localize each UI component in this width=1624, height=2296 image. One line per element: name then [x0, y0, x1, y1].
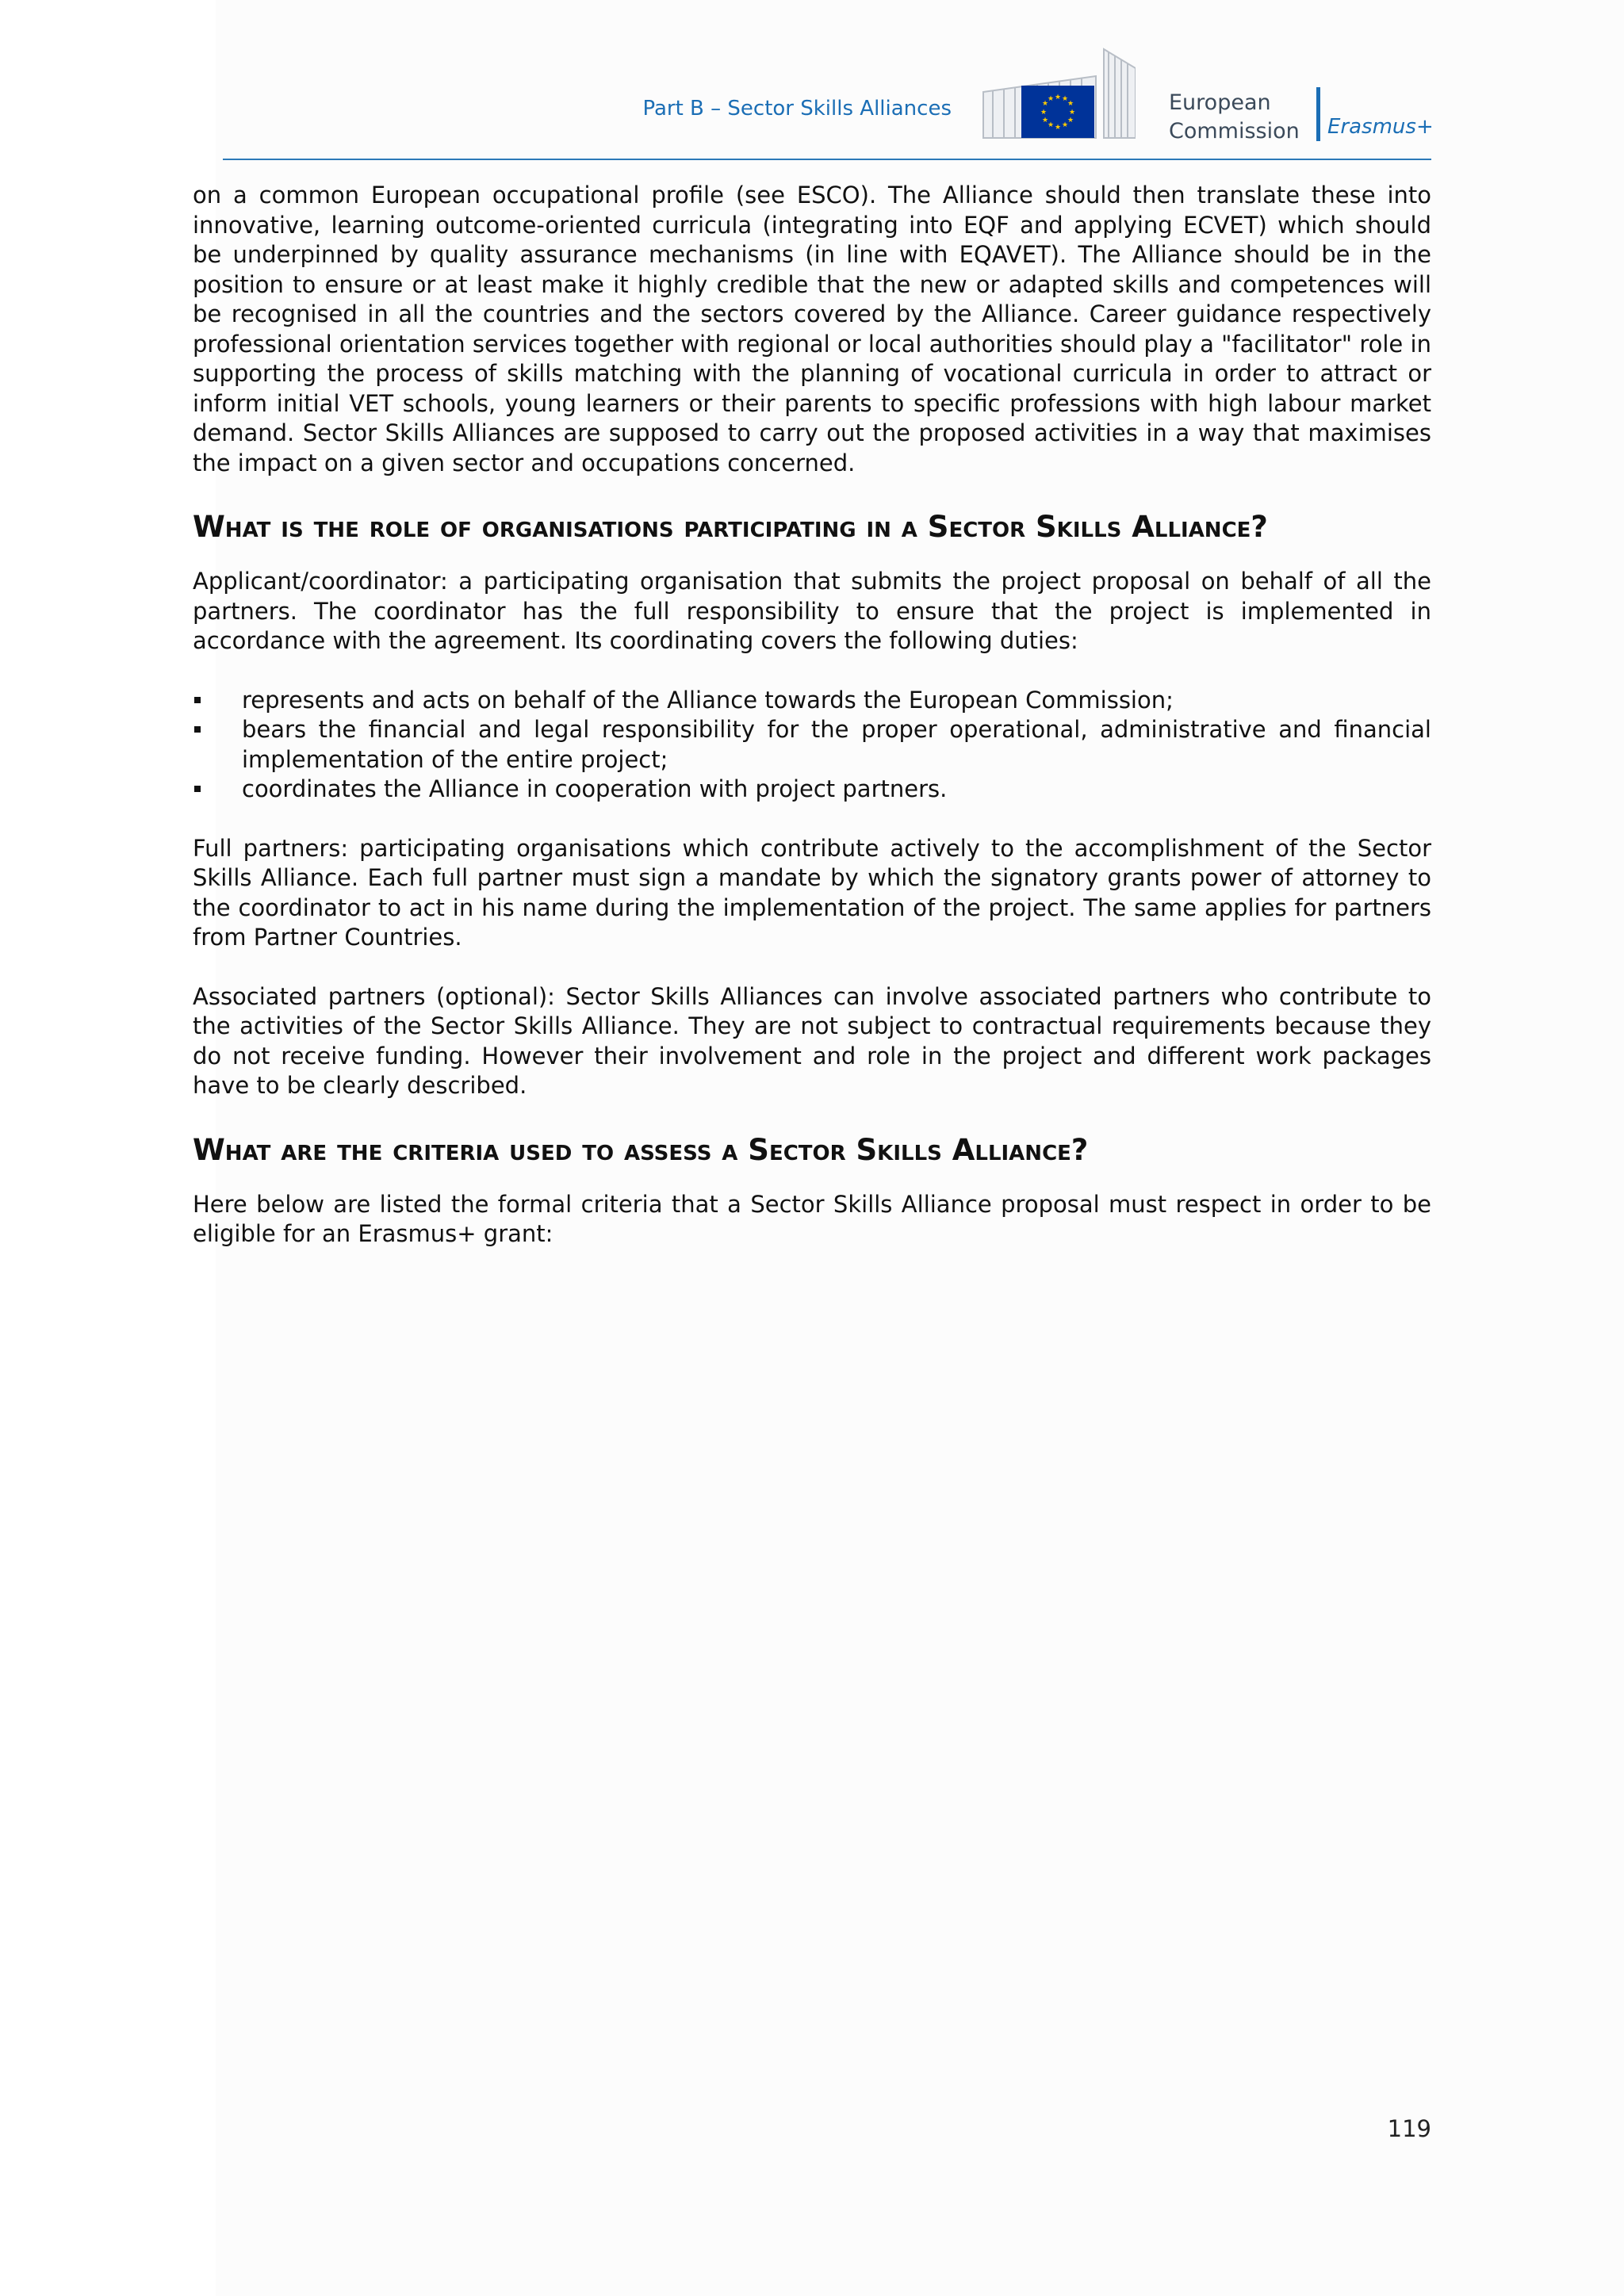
svg-text:★: ★: [1054, 124, 1062, 132]
coordinator-paragraph: Applicant/coordinator: a participating organisation that submits the project proposal on behalf of all the partners. The coordinator has the full responsibility to ensure that the project is implemented in accordance with the agreement. Its coordinating covers the following duties:: [193, 568, 1431, 654]
list-item-text: coordinates the Alliance in cooperation with project partners.: [242, 775, 948, 802]
list-item: [193, 686, 1431, 716]
list-item: [193, 715, 1431, 775]
duties-list: [193, 686, 1431, 805]
intro-paragraph: on a common European occupational profile (see ESCO). The Alliance should then translate these into innovative, learning outcome-oriented curricula (integrating into EQF and applying ECVET) which should be underpinned by quality assurance mechanisms (in line with EQAVET). The Alliance should be in the position to ensure or at least make it highly credible that the new or adapted skills and competences will be recognised in all the countries and the sectors covered by the Alliance. Career guidance respectively professional orientation services together with regional or local authorities should play a "facilitator" role in supporting the process of skills matching with the planning of vocational curricula in order to attract or inform initial VET schools, young learners or their parents to specific professions with high labour market demand. Sector Skills Alliances are supposed to carry out the proposed activities in a way that maximises the impact on a given sector and occupations concerned.: [193, 182, 1431, 476]
list-item-text: bears the financial and legal responsibility for the proper operational, administrative and financial implementation of the entire project;: [242, 716, 1431, 773]
section-heading-roles: What is the role of organisations participating in a Sector Skills Alliance?: [193, 510, 1268, 544]
header-rule: [223, 159, 1431, 160]
svg-text:★: ★: [1041, 100, 1049, 108]
svg-text:★: ★: [1067, 100, 1074, 108]
svg-text:★: ★: [1040, 109, 1048, 117]
org-name-line2: Commission: [1169, 119, 1300, 144]
eu-flag-icon: [1021, 86, 1094, 138]
associated-partners-paragraph: Associated partners (optional): Sector Skills Alliances can involve associated partners who contribute to the activities of the Sector Skills Alliance. They are not subject to contractual requirements because they do not receive funding. However their involvement and role in the project and different work packages have to be clearly described.: [193, 982, 1431, 1099]
page-number: 119: [1387, 2115, 1431, 2142]
page-margin: [0, 0, 216, 2296]
svg-text:★: ★: [1061, 121, 1069, 129]
logo-divider: [1316, 87, 1320, 141]
svg-text:★: ★: [1067, 117, 1074, 124]
criteria-intro-paragraph: Here below are listed the formal criteria that a Sector Skills Alliance proposal must respect in order to be eligible for an Erasmus+ grant:: [193, 1190, 1431, 1247]
bullet-icon: [194, 726, 201, 733]
programme-name: Erasmus+: [1327, 115, 1434, 139]
svg-text:★: ★: [1047, 95, 1055, 103]
svg-text:★: ★: [1041, 117, 1049, 124]
org-name-line1: European: [1169, 90, 1271, 115]
european-commission-logo: [977, 44, 1437, 147]
running-header-title: Part B – Sector Skills Alliances: [642, 97, 952, 121]
section-heading-criteria: What are the criteria used to assess a Sector Skills Alliance?: [193, 1132, 1089, 1167]
svg-text:★: ★: [1068, 109, 1076, 117]
bullet-icon: [194, 697, 201, 703]
svg-text:★: ★: [1061, 95, 1069, 103]
svg-text:★: ★: [1054, 94, 1062, 101]
list-item: [193, 775, 1431, 805]
full-partners-paragraph: Full partners: participating organisations which contribute actively to the accomplishment of the Sector Skills Alliance. Each full partner must sign a mandate by which the signatory grants power of attorney to the coordinator to act in his name during the implementation of the project. The same applies for partners from Partner Countries.: [193, 834, 1431, 951]
list-item-text: represents and acts on behalf of the Alliance towards the European Commission;: [242, 686, 1174, 714]
bullet-icon: [194, 786, 201, 792]
page-content: [193, 181, 1431, 1279]
svg-text:★: ★: [1047, 121, 1055, 129]
org-name: [1169, 89, 1300, 146]
